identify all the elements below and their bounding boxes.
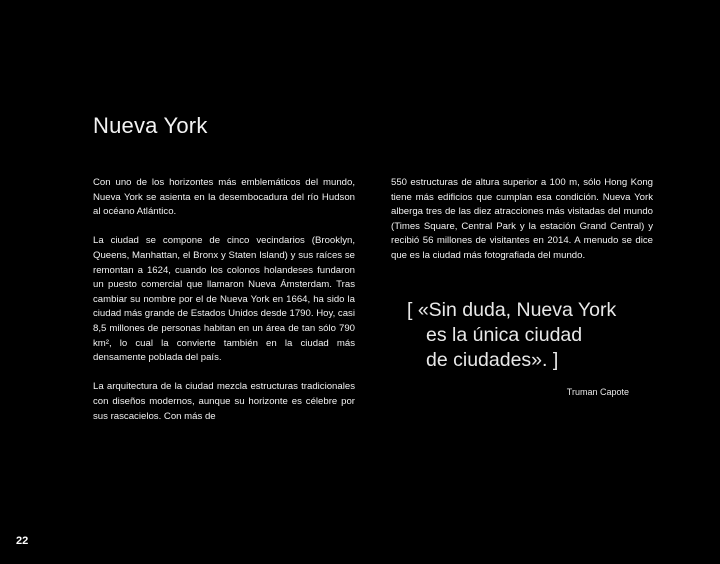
- right-text-column: [391, 176, 653, 278]
- paragraph: La ciudad se compone de cinco vecindarios (Brooklyn, Queens, Manhattan, el Bronx y Staten Island) y sus raíces se remontan a 1624, cuando los colonos holandeses fundaron un puesto comercial que llamaron Nueva Ámsterdam. Tras cambiar su nombre por el de Nueva York en 1664, ha sido la ciudad más grande de Estados Unidos desde 1790. Hoy, casi 8,5 millones de personas habitan en un área de tan sólo 790 km², lo cual la convierte también en la ciudad más densamente poblada del país.: [93, 235, 355, 364]
- paragraph: Con uno de los horizontes más emblemáticos del mundo, Nueva York se asienta en la desembocadura del río Hudson al océano Atlántico.: [93, 177, 355, 218]
- quote-author: Truman Capote: [566, 387, 629, 397]
- quote-line: de ciudades». ]: [426, 349, 559, 371]
- quote-line: [ «Sin duda, Nueva York: [407, 299, 617, 321]
- page-title: Nueva York: [93, 113, 208, 138]
- paragraph: La arquitectura de la ciudad mezcla estructuras tradicionales con diseños modernos, aunque su horizonte es célebre por sus rascacielos. Con más de: [93, 381, 355, 422]
- paragraph: 550 estructuras de altura superior a 100 m, sólo Hong Kong tiene más edificios que cumplan esa condición. Nueva York alberga tres de las diez atracciones más visitadas del mundo (Times Square, Central Park y la estación Grand Central) y recibió 56 millones de visitantes en 2014. A menudo se dice que es la ciudad más fotografiada del mundo.: [391, 177, 653, 261]
- quote-line: es la única ciudad: [426, 324, 583, 346]
- pull-quote: [407, 298, 667, 373]
- page-number: 22: [16, 535, 29, 547]
- left-text-column: [93, 176, 355, 439]
